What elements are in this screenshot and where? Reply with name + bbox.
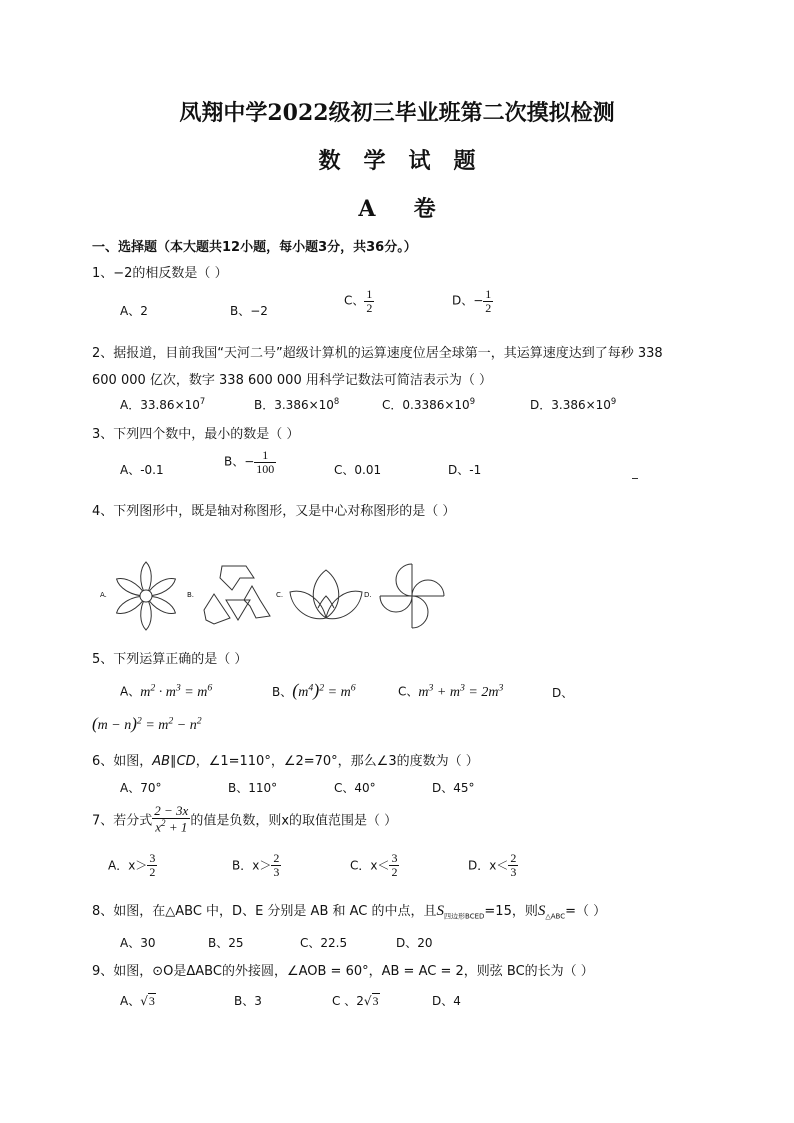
lotus-figure: [288, 566, 364, 626]
q5-stem: 5、下列运算正确的是（ ）: [92, 652, 248, 667]
pinwheel-figure: [376, 560, 448, 632]
q6-option-d: D、45°: [432, 781, 475, 795]
q8-stem: 8、如图，在△ABC 中，D、E 分别是 AB 和 AC 的中点，且$S_{四边形BCED}=15$，则$S_{\triangle ABC}=$（ ）: [92, 903, 607, 921]
q2-option-a: A．$33.86\times 10^7$: [120, 396, 206, 412]
q5-option-d: D、: [552, 686, 574, 700]
q1-stem: 1、−2的相反数是（ ）: [92, 266, 228, 281]
triangle-arrows-figure: [200, 560, 276, 632]
q3-option-a: A、-0.1: [120, 463, 164, 477]
q4-figure-a-label: A.: [100, 591, 107, 599]
q7-option-b: B．x＞ $\frac{2}{3}$: [232, 851, 280, 879]
q8-option-c: C、22.5: [300, 936, 348, 950]
q5-option-b: B、$(m^4)^2 = m^6$: [272, 680, 356, 700]
stray-mark: [632, 478, 638, 479]
q3-option-c: C、0.01: [334, 463, 382, 477]
q8-option-d: D、20: [396, 936, 433, 950]
q5-option-a: A、$m^2 \cdot m^3 = m^6$: [120, 682, 213, 700]
q9-option-b: B、3: [234, 994, 262, 1008]
q4-figure-d-label: D.: [364, 591, 372, 599]
q7-option-d: D．x＜ $\frac{2}{3}$: [468, 851, 517, 879]
q7-option-a: A．x＞ $\frac{3}{2}$: [108, 851, 156, 879]
q2-option-c: C．$0.3386\times 10^9$: [382, 396, 476, 412]
q5-option-c: C、$m^3 + m^3 = 2m^3$: [398, 682, 504, 700]
q1-option-a: A、2: [120, 304, 148, 318]
q9-option-c: C 、2√3: [332, 994, 379, 1008]
q2-stem-line2: 600 000 亿次，数字 338 600 000 用科学记数法可简洁表示为（ ）: [92, 373, 492, 388]
q7-stem: 7、若分式 $\frac{2 - 3x}{x^2 + 1}$ 的值是负数，则x的取值范围是（ ）: [92, 803, 398, 834]
q6-option-a: A、70°: [120, 781, 162, 795]
q9-option-a: A、√3: [120, 994, 155, 1008]
subject-title: 数 学 试 题: [318, 148, 476, 174]
flower-figure: [108, 558, 184, 634]
q1-option-b: B、−2: [230, 304, 268, 318]
q7-option-c: C．x＜ $\frac{3}{2}$: [350, 851, 398, 879]
q3-option-d: D、-1: [448, 463, 482, 477]
q1-option-d: D、− $\frac{1}{2}$: [452, 287, 492, 315]
q2-stem-line1: 2、据报道，目前我国“天河二号”超级计算机的运算速度位居全球第一，其运算速度达到了每秒 338: [92, 346, 663, 361]
q4-figure-b-label: B.: [187, 591, 195, 599]
q2-option-b: B．$3.386\times 10^8$: [254, 396, 340, 412]
school-title: 凤翔中学2022级初三毕业班第二次摸拟检测: [179, 100, 615, 126]
q6-option-b: B、110°: [228, 781, 278, 795]
q8-option-b: B、25: [208, 936, 244, 950]
section-heading: 一、选择题（本大题共12小题，每小题3分，共36分。）: [92, 240, 417, 255]
q4-figure-c-label: C.: [276, 591, 284, 599]
q3-option-b: B、− $\frac{1}{100}$: [224, 448, 275, 476]
q8-option-a: A、30: [120, 936, 156, 950]
q1-option-c: C、 $\frac{1}{2}$: [344, 287, 373, 315]
q3-stem: 3、下列四个数中，最小的数是（ ）: [92, 427, 300, 442]
q9-stem: 9、如图，⊙O是ΔABC的外接圆，∠AOB = 60°，AB = AC = 2，则弦 BC的长为（ ）: [92, 964, 594, 979]
q2-option-d: D．$3.386\times 10^9$: [530, 396, 617, 412]
q5-option-d-expression: $(m - n)^2 = m^2 - n^2$: [92, 714, 202, 733]
volume-title: A 卷: [358, 196, 436, 222]
q6-stem: 6、如图，AB∥CD，∠1=110°，∠2=70°，那么∠3的度数为（ ）: [92, 754, 479, 769]
q6-option-c: C、40°: [334, 781, 376, 795]
q9-option-d: D、4: [432, 994, 461, 1008]
q4-stem: 4、下列图形中，既是轴对称图形，又是中心对称图形的是（ ）: [92, 504, 456, 519]
